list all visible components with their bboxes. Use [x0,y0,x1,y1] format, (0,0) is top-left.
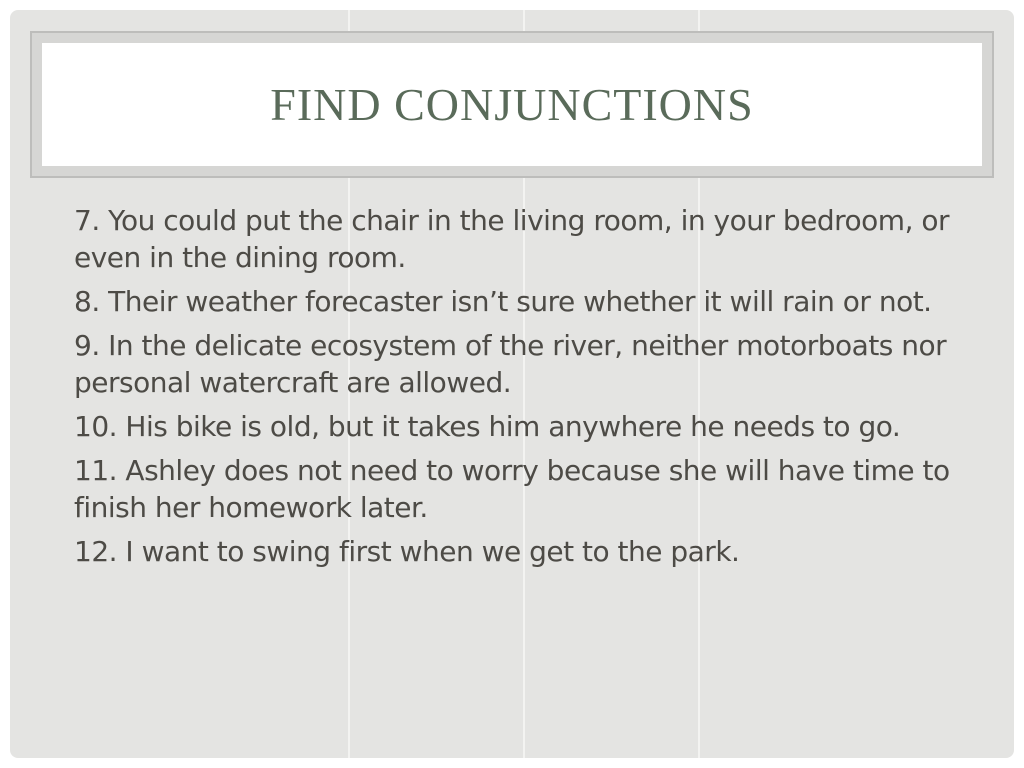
title-frame [30,31,994,178]
slide [10,10,1014,758]
sentence-item-9: 9. In the delicate ecosystem of the river, neither motorboats nor personal watercraft are allowed. [74,329,947,399]
sentence-item-7: 7. You could put the chair in the living room, in your bedroom, or even in the dining room. [74,204,950,274]
sentence-list [74,202,974,577]
title-box [42,43,982,166]
sentence-item-11: 11. Ashley does not need to worry because she will have time to finish her homework later. [74,454,950,524]
sentence-item-10: 10. His bike is old, but it takes him anywhere he needs to go. [74,410,901,443]
sentence-item-12: 12. I want to swing first when we get to the park. [74,535,740,568]
sentence-item-8: 8. Their weather forecaster isn’t sure whether it will rain or not. [74,285,932,318]
slide-title: FIND CONJUNCTIONS [270,79,754,130]
